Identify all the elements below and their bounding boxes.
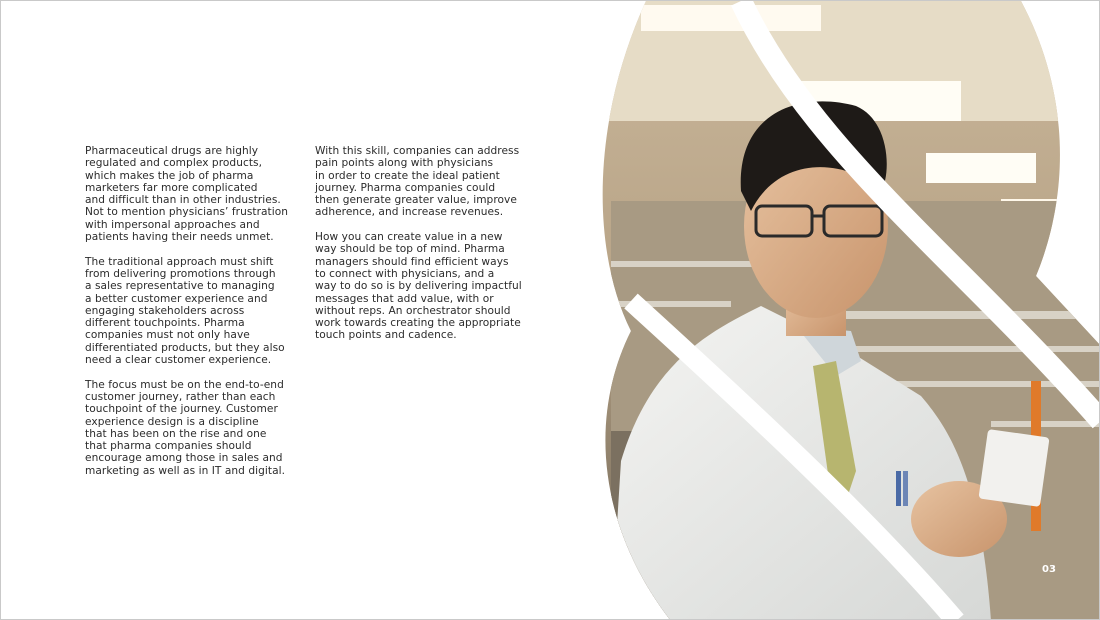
pharmacist-photo [591,1,1100,620]
paragraph: The focus must be on the end-to-end customer journey, rather than each touchpoint of the journey. Customer experience design is a discipline that has been on the rise and one that pharma companies should encourage among those in sales and marketing as well as in IT and digital. [85,378,286,477]
text-column-left [85,145,290,489]
paragraph: How you can create value in a new way should be top of mind. Pharma managers should find efficient ways to connect with physicians, and a way to do so is by delivering impactful messages that add value, with or without reps. An orchestrator should work towards creating the appropriate touch points and cadence. [315,231,522,342]
paragraph: The traditional approach must shift from delivering promotions through a sales representative to managing a better customer experience and engaging stakeholders across different touchpoints. Pharma companies must not only have differentiated products, but they also need a clear customer experience. [85,255,285,367]
page-number: 03 [1042,564,1056,575]
paragraph: Pharmaceutical drugs are highly regulated and complex products, which makes the job of pharma marketers far more complicated and difficult than in other industries. Not to mention physicians’ frustration with impersonal approaches and patients having their needs unmet. [85,145,289,244]
paragraph: With this skill, companies can address pain points along with physicians in order to create the ideal patient journey. Pharma companies could then generate greater value, improve adherence, and increase revenues. [315,145,520,219]
text-column-middle [315,145,527,354]
